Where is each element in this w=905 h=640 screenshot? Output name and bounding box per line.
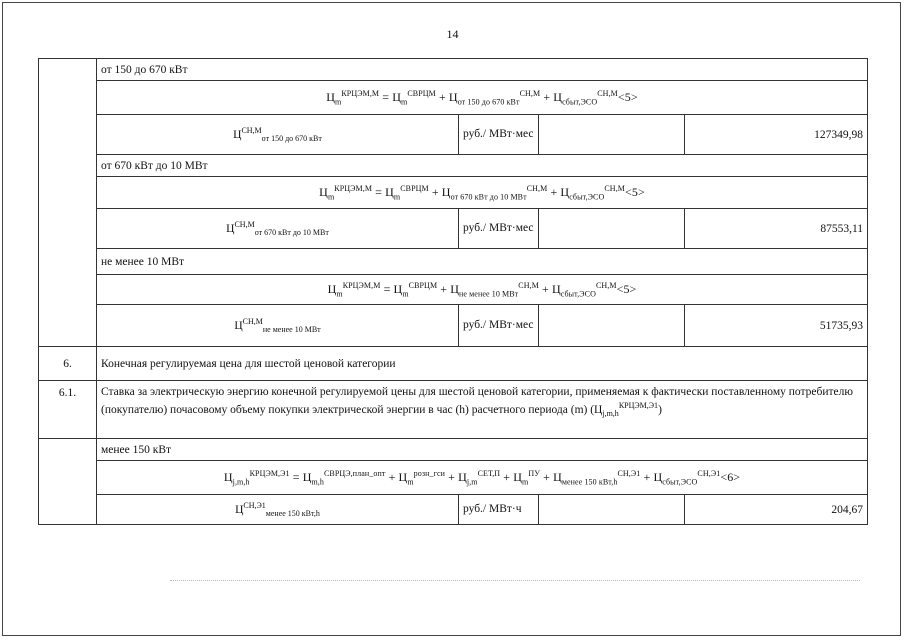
section-description: Ставка за электрическую энергию конечной регулируемой цены для шестой ценовой категории, применяемая к фактически поставленному потребителю (покупателю) почасовому объему покупки электрической энергии в час (h) расчетного периода (m) $(Ц_{j,m,h}^{КРЦЭМ,Э1})$ [97,381,868,439]
superscript: СВРЦЭ,план_опт [324,468,386,478]
unit-cell [459,209,539,249]
category-label: от 670 кВт до 10 МВт [97,155,868,177]
superscript: СН,Э1 [697,468,721,478]
subscript: не менее 10 МВт [262,325,321,335]
superscript: СН,Э1 [243,500,266,510]
price-table [38,58,868,525]
rate-symbol: $Ц^{СН,М}_{от 670 кВт до 10 МВт}$ [97,209,459,249]
subscript: от 670 кВт до 10 МВт [254,228,329,238]
unit-text: руб./ МВт·мес [463,222,534,234]
rate-symbol: $Ц^{СН,М}_{от 150 до 670 кВт}$ [97,115,459,155]
superscript: СН,М [526,183,548,193]
section-title: Конечная регулируемая цена для шестой ценовой категории [97,347,868,381]
subscript: m [522,477,529,487]
superscript: СН,М [518,280,539,290]
subscript: m [407,477,414,487]
section-number: 6.1. [39,381,97,439]
rate-symbol: $Ц^{СН,Э1}_{менее 150 кВт,h}$ [97,495,459,525]
subscript: менее 150 кВт,h [265,509,320,519]
subscript: сбыт,ЭСО [560,289,596,299]
table-row [39,81,868,115]
superscript: СВРЦМ [407,88,436,98]
table-row [39,209,868,249]
superscript: СВРЦМ [408,280,438,290]
num-cell-empty [39,59,97,347]
table-row [39,59,868,81]
subscript: от 670 кВт до 10 МВт [450,192,527,202]
subscript: j,m [466,477,478,487]
rate-symbol: $Ц^{СН,М}_{не менее 10 МВт}$ [97,305,459,347]
superscript: СН,М [241,125,262,135]
section-number: 6. [39,347,97,381]
page-number: 14 [446,27,459,41]
superscript: КРЦЭМ,Э1 [249,468,290,478]
subscript: m [393,192,401,202]
table-row [39,249,868,275]
table-row [39,439,868,461]
superscript: СЕТ,П [477,468,501,478]
rate-value: 87553,11 [685,209,868,249]
subscript: m [335,97,342,107]
formula: $Ц_m^{КРЦЭМ,М} = Ц_m^{СВРЦМ} + Ц_{не менее 10 МВт}^{СН,М} + Ц_{сбыт,ЭСО}^{СН,М}<5>$ [97,275,868,305]
superscript: СН,Э1 [617,468,641,478]
unit-cell [459,305,539,347]
unit-text: руб./ МВт·мес [463,128,534,140]
rate-value: 51735,93 [685,305,868,347]
scan-artifact-line [170,580,860,582]
table-row [39,347,868,381]
subscript: m [402,289,409,299]
superscript: СН,М [242,316,263,326]
empty-cell [539,115,685,155]
category-label: менее 150 кВт [97,439,868,461]
subscript: от 150 до 670 кВт [457,97,520,107]
superscript: КРЦЭМ,М [334,183,373,193]
empty-cell [539,495,685,525]
rate-value: 127349,98 [685,115,868,155]
empty-cell [539,305,685,347]
formula: $Ц_m^{КРЦЭМ,М} = Ц_m^{СВРЦМ} + Ц_{от 670 кВт до 10 МВт}^{СН,М} + Ц_{сбыт,ЭСО}^{СН,М}<5>$ [97,177,868,209]
superscript: КРЦЭМ,Э1 [618,401,659,410]
category-label: от 150 до 670 кВт [97,59,868,81]
table-row [39,305,868,347]
superscript: СН,М [234,219,255,229]
unit-cell [459,115,539,155]
table-row [39,155,868,177]
table-row [39,495,868,525]
table-row [39,461,868,495]
unit-text: руб./ МВт·ч [463,503,522,515]
superscript: СН,М [604,183,626,193]
superscript: КРЦЭМ,М [342,280,381,290]
superscript: розн_гси [413,468,445,478]
superscript: КРЦЭМ,М [341,88,380,98]
num-cell-empty [39,439,97,525]
table-row [39,381,868,439]
superscript: СН,М [597,88,618,98]
subscript: j,m,h [232,477,250,487]
subscript: сбыт,ЭСО [569,192,605,202]
table-row [39,115,868,155]
subscript: от 150 до 670 кВт [261,134,322,144]
subscript: сбыт,ЭСО [662,477,698,487]
superscript: СН,М [595,280,617,290]
superscript: СН,М [519,88,541,98]
subscript: менее 150 кВт,h [561,477,618,487]
rate-value: 204,67 [685,495,868,525]
subscript: m [327,192,335,202]
subscript: m [401,97,408,107]
unit-cell [459,495,539,525]
subscript: не менее 10 МВт [459,289,519,299]
empty-cell [539,209,685,249]
subscript: сбыт,ЭСО [562,97,598,107]
category-label: не менее 10 МВт [97,249,868,275]
table-row [39,275,868,305]
superscript: ПУ [528,468,541,478]
subscript: m [336,289,343,299]
formula: $Ц_m^{КРЦЭМ,М} = Ц_m^{СВРЦМ} + Ц_{от 150 до 670 кВт}^{СН,М} + Ц_{сбыт,ЭСО}^{СН,М}<5>$ [97,81,868,115]
superscript: СВРЦМ [400,183,429,193]
unit-text: руб./ МВт·мес [463,319,534,331]
table-row [39,177,868,209]
formula: $Ц_{j,m,h}^{КРЦЭМ,Э1} = Ц_{m,h}^{СВРЦЭ,план\_опт} + Ц_m^{розн\_гси} + Ц_{j,m}^{СЕТ,П} + Ц_m^{ПУ} + Ц_{менее 150 кВт,h}^{СН,Э1} + Ц_{сбыт,ЭСО}^{СН,Э1}<6>$ [97,461,868,495]
subscript: m,h [311,477,324,487]
subscript: j,m,h [602,409,619,419]
